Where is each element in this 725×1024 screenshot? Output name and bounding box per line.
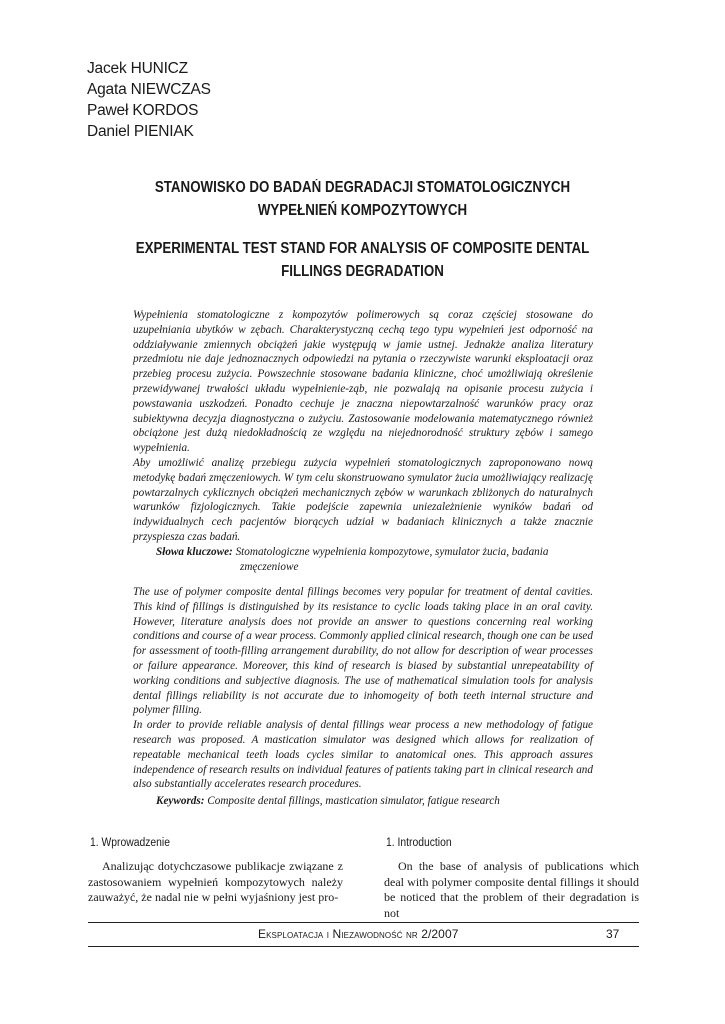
title-english-line: EXPERIMENTAL TEST STAND FOR ANALYSIS OF COMPOSITE DENTAL	[135, 240, 590, 257]
author-name: Paweł KORDOS	[87, 102, 199, 119]
abstract-polish-paragraph: Aby umożliwić analizę przebiegu zużycia wypełnień stomatologicznych zaproponowano nową metodykę badań zmęczeniowych. W tym celu skonstruowano symulator żucia umożliwiający realizację powtarzalnych cyklicznych obciążeń mechanicznych zębów w warunkach zbliżonych do naturalnych warunków fizjologicznych. Takie podejście zapewnia uniezależnienie wyników badań od indywidualnych cech pacjentów biorących udział w badaniach klinicznych a także znacznie przyspiesza czas badań.	[133, 456, 593, 543]
author-list	[87, 58, 211, 142]
author-name: Jacek HUNICZ	[87, 60, 188, 77]
keywords-english-label: Keywords:	[156, 795, 205, 807]
footer-rule-top	[88, 922, 639, 923]
keywords-polish-label: Słowa kluczowe:	[156, 546, 233, 558]
abstract-english	[133, 585, 593, 792]
title-polish	[120, 176, 606, 222]
page-number: 37	[606, 927, 620, 941]
keywords-english	[156, 794, 596, 809]
title-polish-line: WYPEŁNIEŃ KOMPOZYTOWYCH	[257, 202, 468, 219]
abstract-english-paragraph: The use of polymer composite dental fillings becomes very popular for treatment of dental cavities. This kind of fillings is distinguished by its resistance to cyclic loads taking place in an oral cavity. However, literature analysis does not provide an answer to questions concerning real working conditions and course of a wear process. Commonly applied clinical research, though one can be used for assessment of tooth-filling arrangement durability, do not allow for description of wear processes or failure appearance. Moreover, this kind of research is biased by substantial unrepeatability of working conditions and subjective diagnosis. The use of mathematical simulation tools for analysis dental fillings reliability is not accurate due to inhomogeity of both teeth internal structure and polymer filling.	[133, 586, 593, 717]
body-paragraph-english: On the base of analysis of publications which deal with polymer composite dental fillings it should be noticed that the problem of their degradation is not	[384, 859, 639, 920]
abstract-polish	[133, 308, 593, 545]
body-paragraph-polish: Analizując dotychczasowe publikacje związane z zastosowaniem wypełnień kompozytowych należy zauważyć, że nadal nie w pełni wyjaśniony jest pro-	[88, 859, 343, 904]
column-english	[384, 859, 639, 921]
keywords-polish-continuation: zmęczeniowe	[240, 560, 299, 573]
footer-rule-bottom	[88, 946, 639, 947]
section-heading-polish: 1. Wprowadzenie	[90, 837, 170, 849]
author-name: Agata NIEWCZAS	[87, 81, 211, 98]
abstract-polish-paragraph: Wypełnienia stomatologiczne z kompozytów polimerowych są coraz częściej stosowane do uzupełniania ubytków w zębach. Charakterystyczną cechą tego typu wypełnień jest odporność na oddziaływanie zmiennych obciążeń jakie występują w jamie ustnej. Jednakże analiza literatury przedmiotu nie daje jednoznacznych odpowiedzi na pytania o rzeczywiste warunki eksploatacji oraz przebieg procesu zużycia. Powszechnie stosowane badania kliniczne, choć umożliwiają określenie przewidywanej trwałości układu wypełnienie-ząb, nie pozwalają na opisanie procesu zużycia i powstawania uszkodzeń. Ponadto cechuje je znaczna niepowtarzalność warunków pracy oraz subiektywna decyzja diagnostyczna o zużyciu. Zastosowanie modelowania matematycznego również obciążone jest dużą niedokładnością ze względu na niejednorodność struktury zębów i samego wypełnienia.	[133, 309, 593, 455]
keywords-english-text: Composite dental fillings, mastication simulator, fatigue research	[207, 795, 500, 807]
section-heading-english: 1. Introduction	[386, 837, 452, 849]
journal-name: Eksploatacja i Niezawodność nr 2/2007	[258, 927, 459, 941]
keywords-polish	[156, 545, 596, 575]
keywords-polish-text: Stomatologiczne wypełnienia kompozytowe, symulator żucia, badania	[235, 546, 549, 558]
title-english	[120, 237, 606, 283]
abstract-english-paragraph: In order to provide reliable analysis of dental fillings wear process a new methodology of fatigue research was proposed. A mastication simulator was designed which allows for realization of repeatable mechanical teeth loads cycles similar to anatomical ones. This approach assures independence of research results on individual features of patients taking part in clinical research and also substantially accelerates research procedures.	[133, 719, 593, 791]
title-english-line: FILLINGS DEGRADATION	[281, 263, 444, 280]
column-polish	[88, 859, 343, 906]
author-name: Daniel PIENIAK	[87, 123, 194, 140]
title-polish-line: STANOWISKO DO BADAŃ DEGRADACJI STOMATOLOGICZNYCH	[154, 179, 571, 196]
